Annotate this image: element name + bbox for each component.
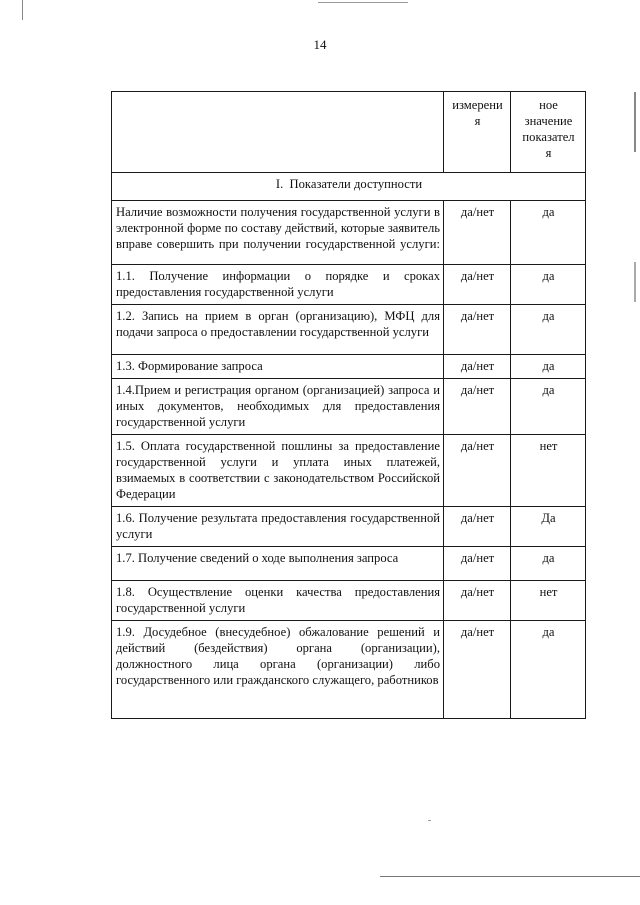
- indicator-value: Да: [511, 507, 586, 547]
- indicator-unit: да/нет: [444, 507, 511, 547]
- indicator-name: 1.2. Запись на прием в орган (организацию), МФЦ для подачи запроса о предоставлении государственной услуги: [112, 305, 444, 355]
- indicator-name: 1.8. Осуществление оценки качества предоставления государственной услуги: [112, 581, 444, 621]
- header-cell-value: ное значение показател я: [511, 92, 586, 173]
- indicator-value: да: [511, 621, 586, 719]
- header-cell-unit: измерени я: [444, 92, 511, 173]
- indicator-name: 1.9. Досудебное (внесудебное) обжалование решений и действий (бездействия) органа (организации), должностного лица органа (организации) либо государственного или гражданского служащего, работников: [112, 621, 444, 719]
- indicator-name: 1.4.Прием и регистрация органом (организацией) запроса и иных документов, необходимых для предоставления государственной услуги: [112, 379, 444, 435]
- section-title: I. Показатели доступности: [112, 173, 586, 201]
- table-row: [112, 379, 586, 435]
- indicator-name: 1.6. Получение результата предоставления государственной услуги: [112, 507, 444, 547]
- indicator-name: 1.5. Оплата государственной пошлины за предоставление государственной услуги и уплата иных платежей, взимаемых в соответствии с законодательством Российской Федерации: [112, 435, 444, 507]
- table-header-row: [112, 92, 586, 173]
- indicator-unit: да/нет: [444, 379, 511, 435]
- section-row: [112, 173, 586, 201]
- indicator-name: 1.1. Получение информации о порядке и сроках предоставления государственной услуги: [112, 265, 444, 305]
- indicator-value: да: [511, 201, 586, 265]
- scan-artifact: [634, 262, 636, 302]
- scan-artifact: [22, 0, 23, 20]
- indicators-table: [111, 91, 586, 719]
- indicator-value: да: [511, 547, 586, 581]
- indicator-name: 1.3. Формирование запроса: [112, 355, 444, 379]
- indicator-unit: да/нет: [444, 581, 511, 621]
- indicator-unit: да/нет: [444, 435, 511, 507]
- header-cell-name: [112, 92, 444, 173]
- table-row: [112, 201, 586, 265]
- indicator-unit: да/нет: [444, 201, 511, 265]
- indicator-name: Наличие возможности получения государственной услуги в электронной форме по составу действий, которые заявитель вправе совершить при получении государственной услуги:: [112, 201, 444, 265]
- table-row: [112, 581, 586, 621]
- indicator-value: нет: [511, 581, 586, 621]
- indicator-name: 1.7. Получение сведений о ходе выполнения запроса: [112, 547, 444, 581]
- scan-artifact: [428, 820, 431, 821]
- table-row: [112, 547, 586, 581]
- indicator-value: нет: [511, 435, 586, 507]
- indicator-value: да: [511, 305, 586, 355]
- scan-artifact: [318, 2, 408, 3]
- table-row: [112, 355, 586, 379]
- indicator-unit: да/нет: [444, 265, 511, 305]
- table-row: [112, 305, 586, 355]
- page-number: 14: [313, 37, 327, 52]
- indicator-value: да: [511, 265, 586, 305]
- table-row: [112, 435, 586, 507]
- table-row: [112, 621, 586, 719]
- indicator-unit: да/нет: [444, 547, 511, 581]
- scan-artifact: [634, 92, 636, 152]
- table-row: [112, 507, 586, 547]
- indicator-value: да: [511, 355, 586, 379]
- indicator-unit: да/нет: [444, 621, 511, 719]
- indicator-unit: да/нет: [444, 355, 511, 379]
- scan-artifact: [380, 876, 640, 877]
- table-row: [112, 265, 586, 305]
- indicator-value: да: [511, 379, 586, 435]
- indicator-unit: да/нет: [444, 305, 511, 355]
